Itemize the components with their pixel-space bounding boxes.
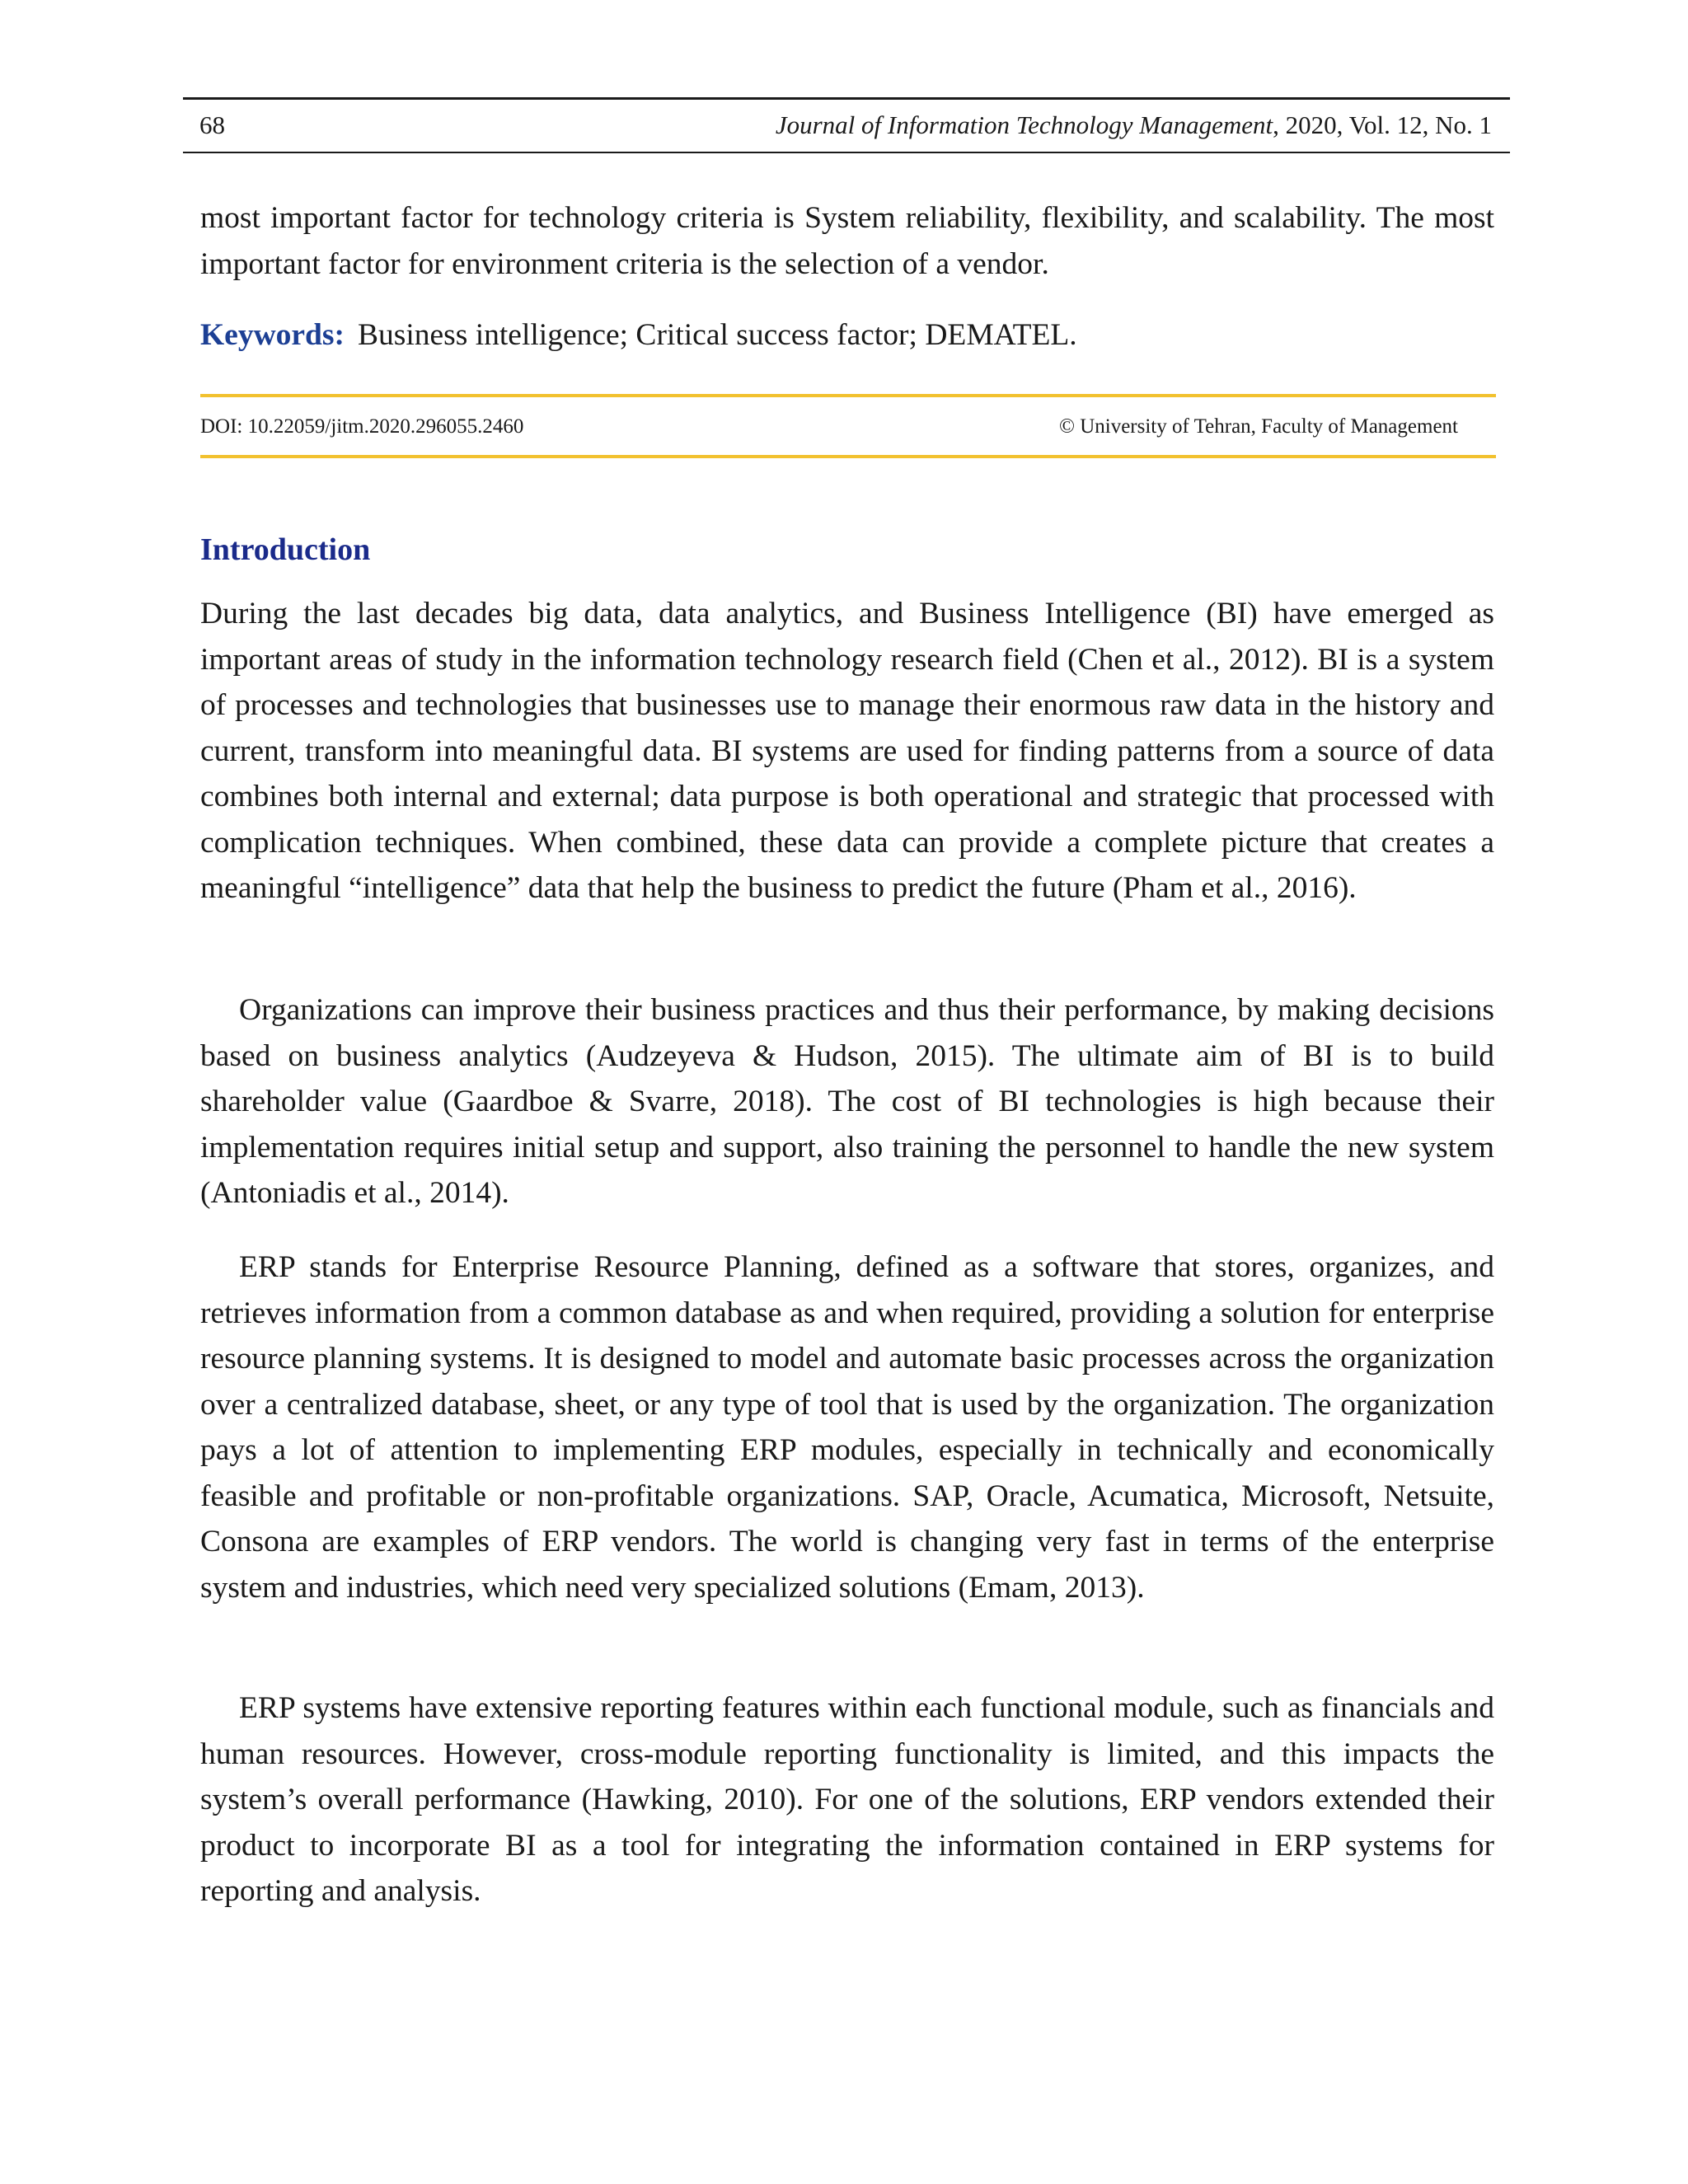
journal-citation: [776, 111, 1492, 139]
abstract-tail: [200, 195, 1494, 287]
paragraph-text: ERP stands for Enterprise Resource Planning, defined as a software that stores, organizes, and retrieves information from a common database as and when required, providing a solution for enterprise resource planning systems. It is designed to model and automate basic processes across the organization over a centralized database, sheet, or any type of tool that is used by the organization. The organization pays a lot of attention to implementing ERP modules, especially in technically and economically feasible and profitable or non-profitable organizations. SAP, Oracle, Acumatica, Microsoft, Netsuite, Consona are examples of ERP vendors. The world is changing very fast in terms of the enterprise system and industries, which need very specialized solutions (Emam, 2013).: [200, 1250, 1494, 1605]
section-heading-introduction: Introduction: [200, 532, 371, 567]
journal-details: , 2020, Vol. 12, No. 1: [1273, 110, 1492, 139]
keywords-text: Business intelligence; Critical success factor; DEMATEL.: [357, 318, 1077, 352]
abstract-tail-text: most important factor for technology criteria is System reliability, flexibility, and scalability. The most important factor for environment criteria is the selection of a vendor.: [200, 201, 1494, 281]
page-number: 68: [199, 110, 225, 139]
paragraph-text: ERP systems have extensive reporting features within each functional module, such as financials and human resources. However, cross-module reporting functionality is limited, and this impacts the system’s overall performance (Hawking, 2010). For one of the solutions, ERP vendors extended their product to incorporate BI as a tool for integrating the information contained in ERP systems for reporting and analysis.: [200, 1691, 1494, 1908]
copyright-text: © University of Tehran, Faculty of Management: [1058, 415, 1458, 438]
paragraph-text: Organizations can improve their business practices and thus their performance, by making decisions based on business analytics (Audzeyeva & Hudson, 2015). The ultimate aim of BI is to build shareholder value (Gaardboe & Svarre, 2018). The cost of BI technologies is high because their implementation requires initial setup and support, also training the personnel to handle the new system (Antoniadis et al., 2014).: [200, 993, 1494, 1210]
keywords-label: Keywords:: [200, 318, 345, 352]
keywords-line: [200, 315, 1494, 356]
paragraph: [200, 591, 1494, 912]
doi-text: DOI: 10.22059/jitm.2020.296055.2460: [200, 415, 524, 438]
journal-name: Journal of Information Technology Management: [775, 110, 1273, 139]
paragraph-text: During the last decades big data, data analytics, and Business Intelligence (BI) have emerged as important areas of study in the information technology research field (Chen et al., 2012). BI is a system of processes and technologies that businesses use to manage their enormous raw data in the history and current, transform into meaningful data. BI systems are used for finding patterns from a source of data combines both internal and external; data purpose is both operational and strategic that processed with complication techniques. When combined, these data can provide a complete picture that creates a meaningful “intelligence” data that help the business to predict the future (Pham et al., 2016).: [200, 597, 1494, 905]
paragraph: [200, 1685, 1494, 1915]
paragraph: [200, 987, 1494, 1216]
running-header: [183, 97, 1510, 153]
paragraph: [200, 1244, 1494, 1610]
doi-bar: [200, 394, 1496, 458]
